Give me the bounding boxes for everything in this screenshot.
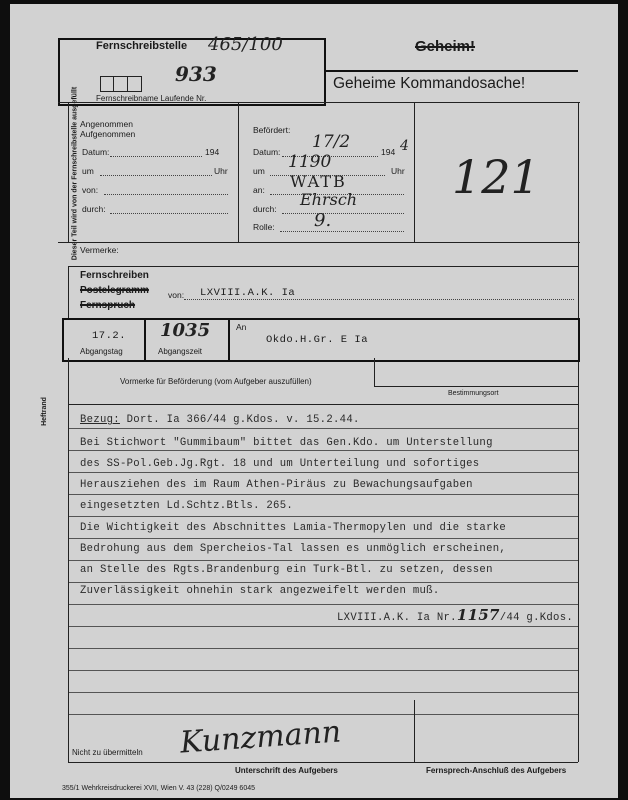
- forwarded-rolle-label: Rolle:: [253, 222, 275, 232]
- forwarded-year-hand: 4: [400, 138, 409, 154]
- forwarded-um-label: um: [253, 166, 265, 176]
- forwarded-year: 194: [381, 147, 396, 157]
- nicht-uebermitteln-label: Nicht zu übermitteln: [72, 748, 143, 757]
- signature: Kunzmann: [178, 714, 343, 761]
- message-line: eingesetzten Ld.Schtz.Btls. 265.: [80, 500, 294, 512]
- dispatch-time: 1035: [160, 320, 211, 341]
- fernsprech-label: Fernsprech-Anschluß des Aufgebers: [426, 766, 567, 775]
- signoff-prefix: LXVIII.A.K. Ia Nr.: [337, 612, 457, 624]
- sender-text: LXVIII.A.K. Ia: [200, 287, 296, 299]
- bestimmungsort-label: Bestimmungsort: [448, 390, 499, 397]
- forwarded-durch-hand: Ehrsch: [300, 190, 358, 209]
- unterschrift-label: Unterschrift des Aufgebers: [235, 766, 338, 775]
- message-line: Herausziehen des im Raum Athen-Piräus zu Bewachungsaufgaben: [80, 479, 473, 491]
- hand-number-top: 465/100: [208, 34, 283, 55]
- message-line: Die Wichtigkeit des Abschnittes Lamia-Thermopylen und die starke: [80, 522, 507, 534]
- dispatch-an-label: An: [236, 322, 247, 332]
- received-datum-label: Datum:: [82, 147, 110, 157]
- bezug-line: [80, 414, 360, 426]
- received-year: 194: [205, 147, 220, 157]
- reference-signoff: [337, 606, 573, 624]
- margin-vertical-note: Dieser Teil wird von der Fernschreibstelle ausgefüllt: [71, 86, 79, 261]
- classification-title: Geheime Kommandosache!: [333, 75, 526, 92]
- received-von-label: von:: [82, 185, 99, 195]
- fernschreiben-label: Fernschreiben: [80, 270, 149, 281]
- message-line: des SS-Pol.Geb.Jg.Rgt. 18 und um Unterteilung und sofortiges: [80, 458, 480, 470]
- forwarded-an-hand: WATB: [290, 172, 347, 191]
- message-line: an Stelle des Rgts.Brandenburg ein Turk-Btl. zu setzen, dessen: [80, 564, 493, 576]
- signoff-suffix: /44 g.Kdos.: [499, 612, 574, 624]
- fernspruch-label: Fernspruch: [80, 300, 136, 311]
- fernschreibstelle-label: Fernschreibstelle: [96, 40, 188, 52]
- forwarded-datum-hand: 17/2: [312, 132, 351, 152]
- forwarded-uhr-label: Uhr: [391, 166, 405, 176]
- received-durch-label: durch:: [82, 204, 106, 214]
- forwarded-um-hand: 1190: [288, 152, 332, 172]
- fernschreibname-cells: [100, 76, 142, 92]
- margin-heftrand: Heftrand: [40, 397, 48, 426]
- befoerdert-label: Befördert:: [253, 125, 291, 135]
- transmission-von-label: von:: [168, 290, 185, 300]
- geheim-struck: Geheim!: [415, 38, 476, 55]
- printer-imprint: 355/1 Wehrkreisdruckerei XVII, Wien V. 43 (228) Q/0249 6045: [62, 785, 255, 792]
- bezug-label: Bezug:: [80, 414, 120, 426]
- dispatch-date-label: Abgangstag: [80, 347, 123, 356]
- message-line: Zuverlässigkeit ohnehin stark angezweifelt werden muß.: [80, 585, 440, 597]
- forwarded-an-label: an:: [253, 185, 265, 195]
- dispatch-date: 17.2.: [92, 330, 127, 342]
- hand-number-lower: 933: [175, 62, 217, 86]
- signoff-number: 1157: [456, 606, 500, 624]
- received-um-label: um: [82, 166, 94, 176]
- forwarded-durch-label: durch:: [253, 204, 277, 214]
- vermerke-label: Vermerke:: [80, 245, 119, 255]
- dispatch-recipient: Okdo.H.Gr. E Ia: [266, 334, 369, 346]
- vormerke-label: Vormerke für Beförderung (vom Aufgeber auszufüllen): [120, 377, 312, 386]
- dispatch-time-label: Abgangszeit: [158, 347, 203, 356]
- postelegramm-label: Postelegramm: [80, 285, 149, 296]
- big-number: 121: [452, 150, 540, 204]
- received-uhr-label: Uhr: [214, 166, 228, 176]
- fernschreibname-label: Fernschreibname Laufende Nr.: [96, 94, 207, 103]
- message-line: Bei Stichwort "Gummibaum" bittet das Gen.Kdo. um Unterstellung: [80, 437, 493, 449]
- aufgenommen-label: Aufgenommen: [80, 129, 136, 139]
- angenommen-label: Angenommen: [80, 119, 133, 129]
- forwarded-rolle-hand: 9.: [314, 210, 332, 231]
- message-line: Bedrohung aus dem Spercheios-Tal lassen es unmöglich erscheinen,: [80, 543, 507, 555]
- bezug-text: Dort. Ia 366/44 g.Kdos. v. 15.2.44.: [126, 414, 360, 426]
- forwarded-datum-label: Datum:: [253, 147, 281, 157]
